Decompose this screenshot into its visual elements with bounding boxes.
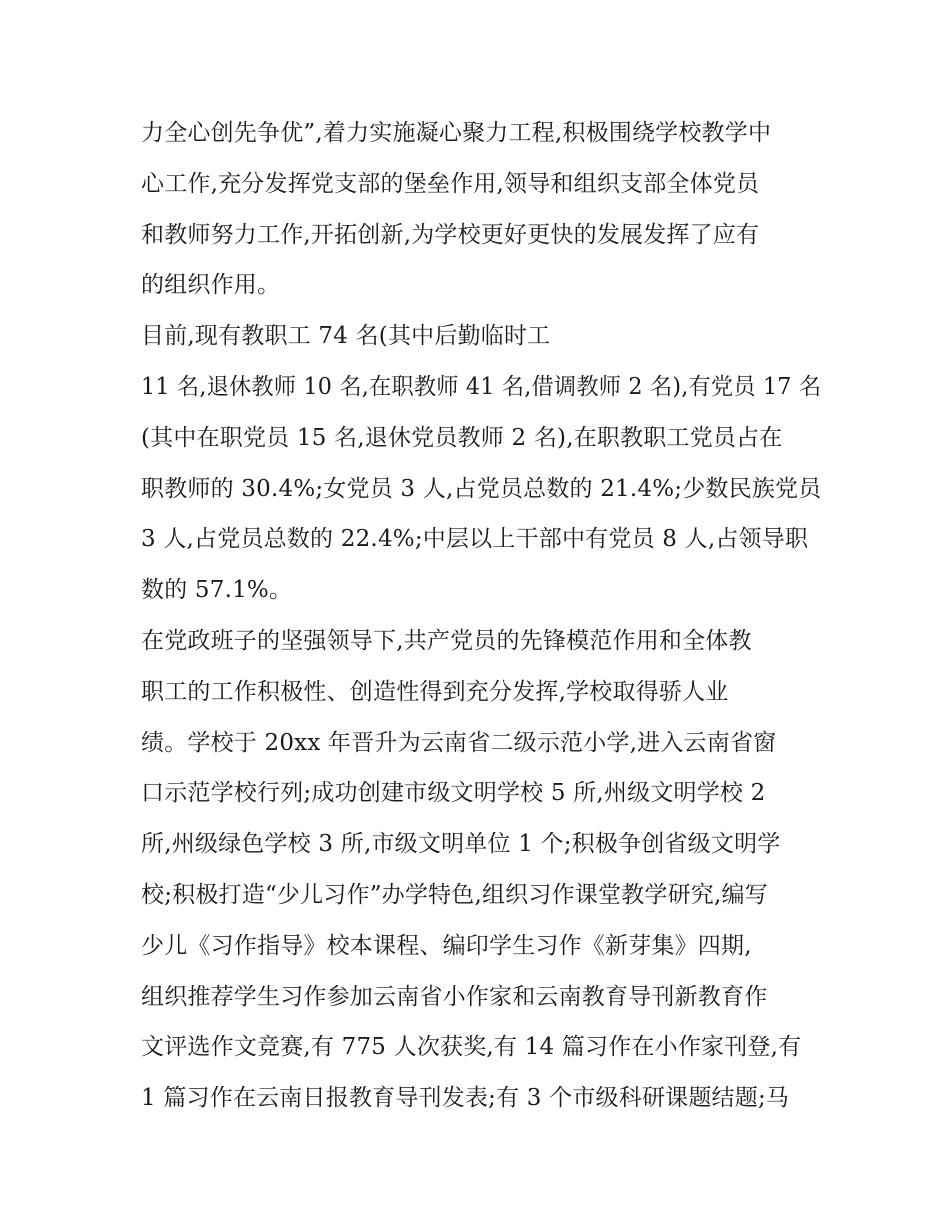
document-body-text [141, 108, 821, 1124]
text-line: 数的 57.1%。 [141, 577, 293, 604]
text-line: (其中在职党员 15 名,退休党员教师 2 名),在职教职工党员占在 [141, 424, 783, 451]
text-line: 口示范学校行列;成功创建市级文明学校 5 所,州级文明学校 2 [141, 780, 766, 807]
text-line: 和教师努力工作,开拓创新,为学校更好更快的发展发挥了应有 [141, 221, 760, 248]
text-line: 少儿《习作指导》校本课程、编印学生习作《新芽集》四期, [141, 932, 752, 959]
text-line: 的组织作用。 [141, 272, 281, 299]
text-line: 校;积极打造“少儿习作”办学特色,组织习作课堂教学研究,编写 [141, 881, 768, 908]
text-line: 3 人,占党员总数的 22.4%;中层以上干部中有党员 8 人,占领导职 [141, 526, 809, 553]
text-line: 组织推荐学生习作参加云南省小作家和云南教育导刊新教育作 [141, 983, 768, 1010]
text-line: 11 名,退休教师 10 名,在职教师 41 名,借调教师 2 名),有党员 17 名 [141, 373, 822, 400]
text-line: 在党政班子的坚强领导下,共产党员的先锋模范作用和全体教 [141, 627, 752, 654]
text-line: 心工作,充分发挥党支部的堡垒作用,领导和组织支部全体党员 [141, 170, 760, 197]
text-line: 目前,现有教职工 74 名(其中后勤临时工 [141, 323, 551, 350]
text-line: 所,州级绿色学校 3 所,市级文明单位 1 个;积极争创省级文明学 [141, 831, 781, 858]
text-line: 力全心创先争优”,着力实施凝心聚力工程,积极围绕学校教学中 [141, 120, 772, 146]
text-line: 文评选作文竞赛,有 775 人次获奖,有 14 篇习作在小作家刊登,有 [141, 1034, 802, 1061]
text-line: 职教师的 30.4%;女党员 3 人,占党员总数的 21.4%;少数民族党员 [141, 475, 822, 502]
text-line: 1 篇习作在云南日报教育导刊发表;有 3 个市级科研课题结题;马 [141, 1085, 790, 1112]
text-line: 职工的工作积极性、创造性得到充分发挥,学校取得骄人业 [141, 678, 729, 705]
text-line: 绩。学校于 20xx 年晋升为云南省二级示范小学,进入云南省窗 [141, 729, 777, 756]
